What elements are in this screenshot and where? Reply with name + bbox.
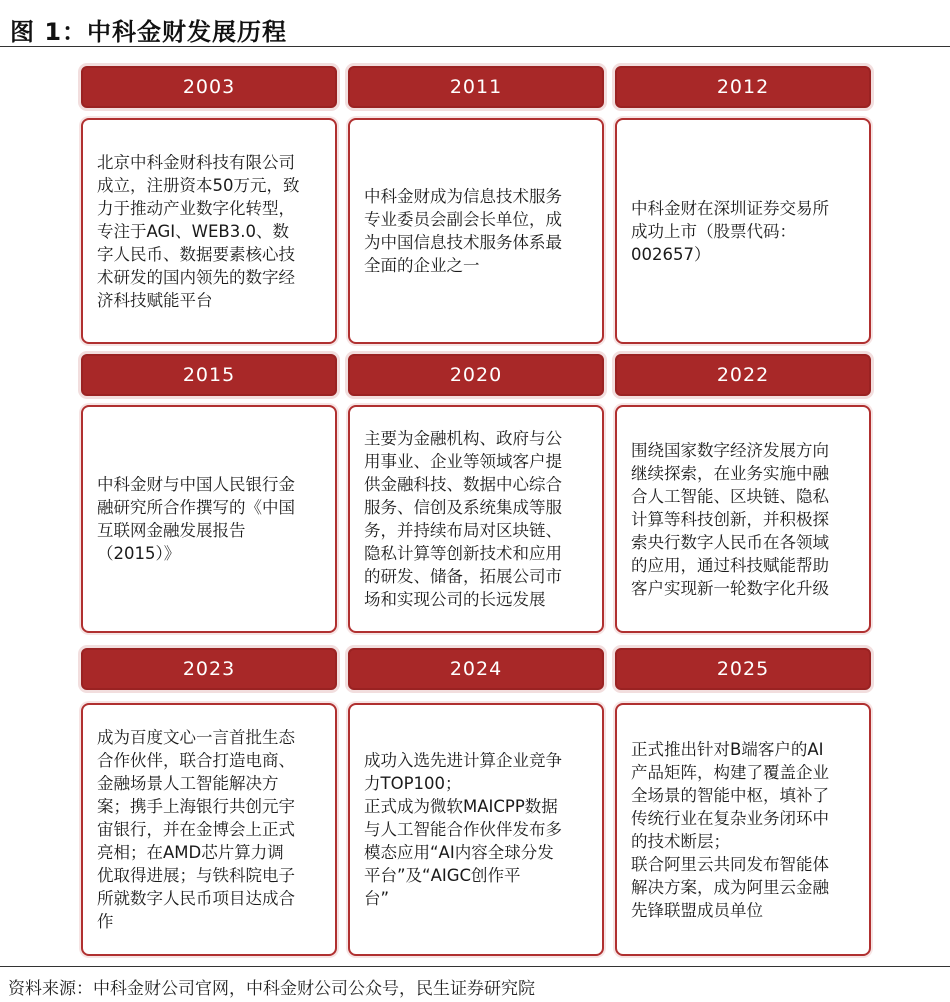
year-tab-2024: 2024 — [348, 648, 604, 690]
event-description: 正式推出针对B端客户的AI 产品矩阵，构建了覆盖企业 全场景的智能中枢，填补了 传统行业在复杂业务闭环中 的技术断层； 联合阿里云共同发布智能体 解决方案，成为阿里云金融 先锋联盟成员单位 — [631, 739, 829, 920]
event-card-2022 — [615, 405, 871, 633]
year-tab-2020: 2020 — [348, 354, 604, 396]
event-card-2023 — [81, 703, 337, 956]
year-tab-2003: 2003 — [81, 66, 337, 108]
event-card-2020 — [348, 405, 604, 633]
event-description: 北京中科金财科技有限公司 成立，注册资本50万元，致 力于推动产业数字化转型， 专注于AGI、WEB3.0、数 字人民币、数据要素核心技 术研发的国内领先的数字经 济科技赋能平台 — [97, 152, 300, 310]
event-card-2011 — [348, 118, 604, 344]
event-card-2012 — [615, 118, 871, 344]
event-description: 围绕国家数字经济发展方向 继续探索，在业务实施中融 合人工智能、区块链、隐私 计算等科技创新，并积极探 索央行数字人民币在各领域 的应用，通过科技赋能帮助 客户实现新一轮数字化升级 — [631, 440, 829, 598]
event-description: 中科金财在深圳证券交易所 成功上市（股票代码： 002657） — [631, 198, 829, 264]
event-description: 中科金财成为信息技术服务 专业委员会副会长单位，成 为中国信息技术服务体系最 全面的企业之一 — [364, 187, 562, 275]
figure-title: 图 1：中科金财发展历程 — [10, 18, 288, 46]
event-card-2025 — [615, 703, 871, 956]
event-description: 成为百度文心一言首批生态 合作伙伴，联合打造电商、 金融场景人工智能解决方 案；携手上海银行共创元宇 宙银行，并在金博会上正式 亮相；在AMD芯片算力调 优取得进展；与铁科院电子 所就数字人民币项目达成合 作 — [97, 728, 295, 931]
event-description: 中科金财与中国人民银行金 融研究所合作撰写的《中国 互联网金融发展报告 （2015）》 — [97, 475, 295, 563]
year-tab-2022: 2022 — [615, 354, 871, 396]
source-divider — [0, 966, 950, 967]
year-tab-2025: 2025 — [615, 648, 871, 690]
year-tab-2011: 2011 — [348, 66, 604, 108]
event-card-2003 — [81, 118, 337, 344]
year-tab-2012: 2012 — [615, 66, 871, 108]
event-description: 主要为金融机构、政府与公 用事业、企业等领域客户提 供金融科技、数据中心综合 服务、信创及系统集成等服 务，并持续布局对区块链、 隐私计算等创新技术和应用 的研发、储备，拓展公司市 场和实现公司的长远发展 — [364, 429, 562, 609]
year-tab-2015: 2015 — [81, 354, 337, 396]
event-card-2024 — [348, 703, 604, 956]
event-card-2015 — [81, 405, 337, 633]
event-description: 成功入选先进计算企业竞争 力TOP100； 正式成为微软MAICPP数据 与人工智能合作伙伴发布多 模态应用“AI内容全球分发 平台”及“AIGC创作平 台” — [364, 751, 562, 908]
source-note: 资料来源：中科金财公司官网，中科金财公司公众号，民生证券研究院 — [8, 979, 535, 999]
year-tab-2023: 2023 — [81, 648, 337, 690]
